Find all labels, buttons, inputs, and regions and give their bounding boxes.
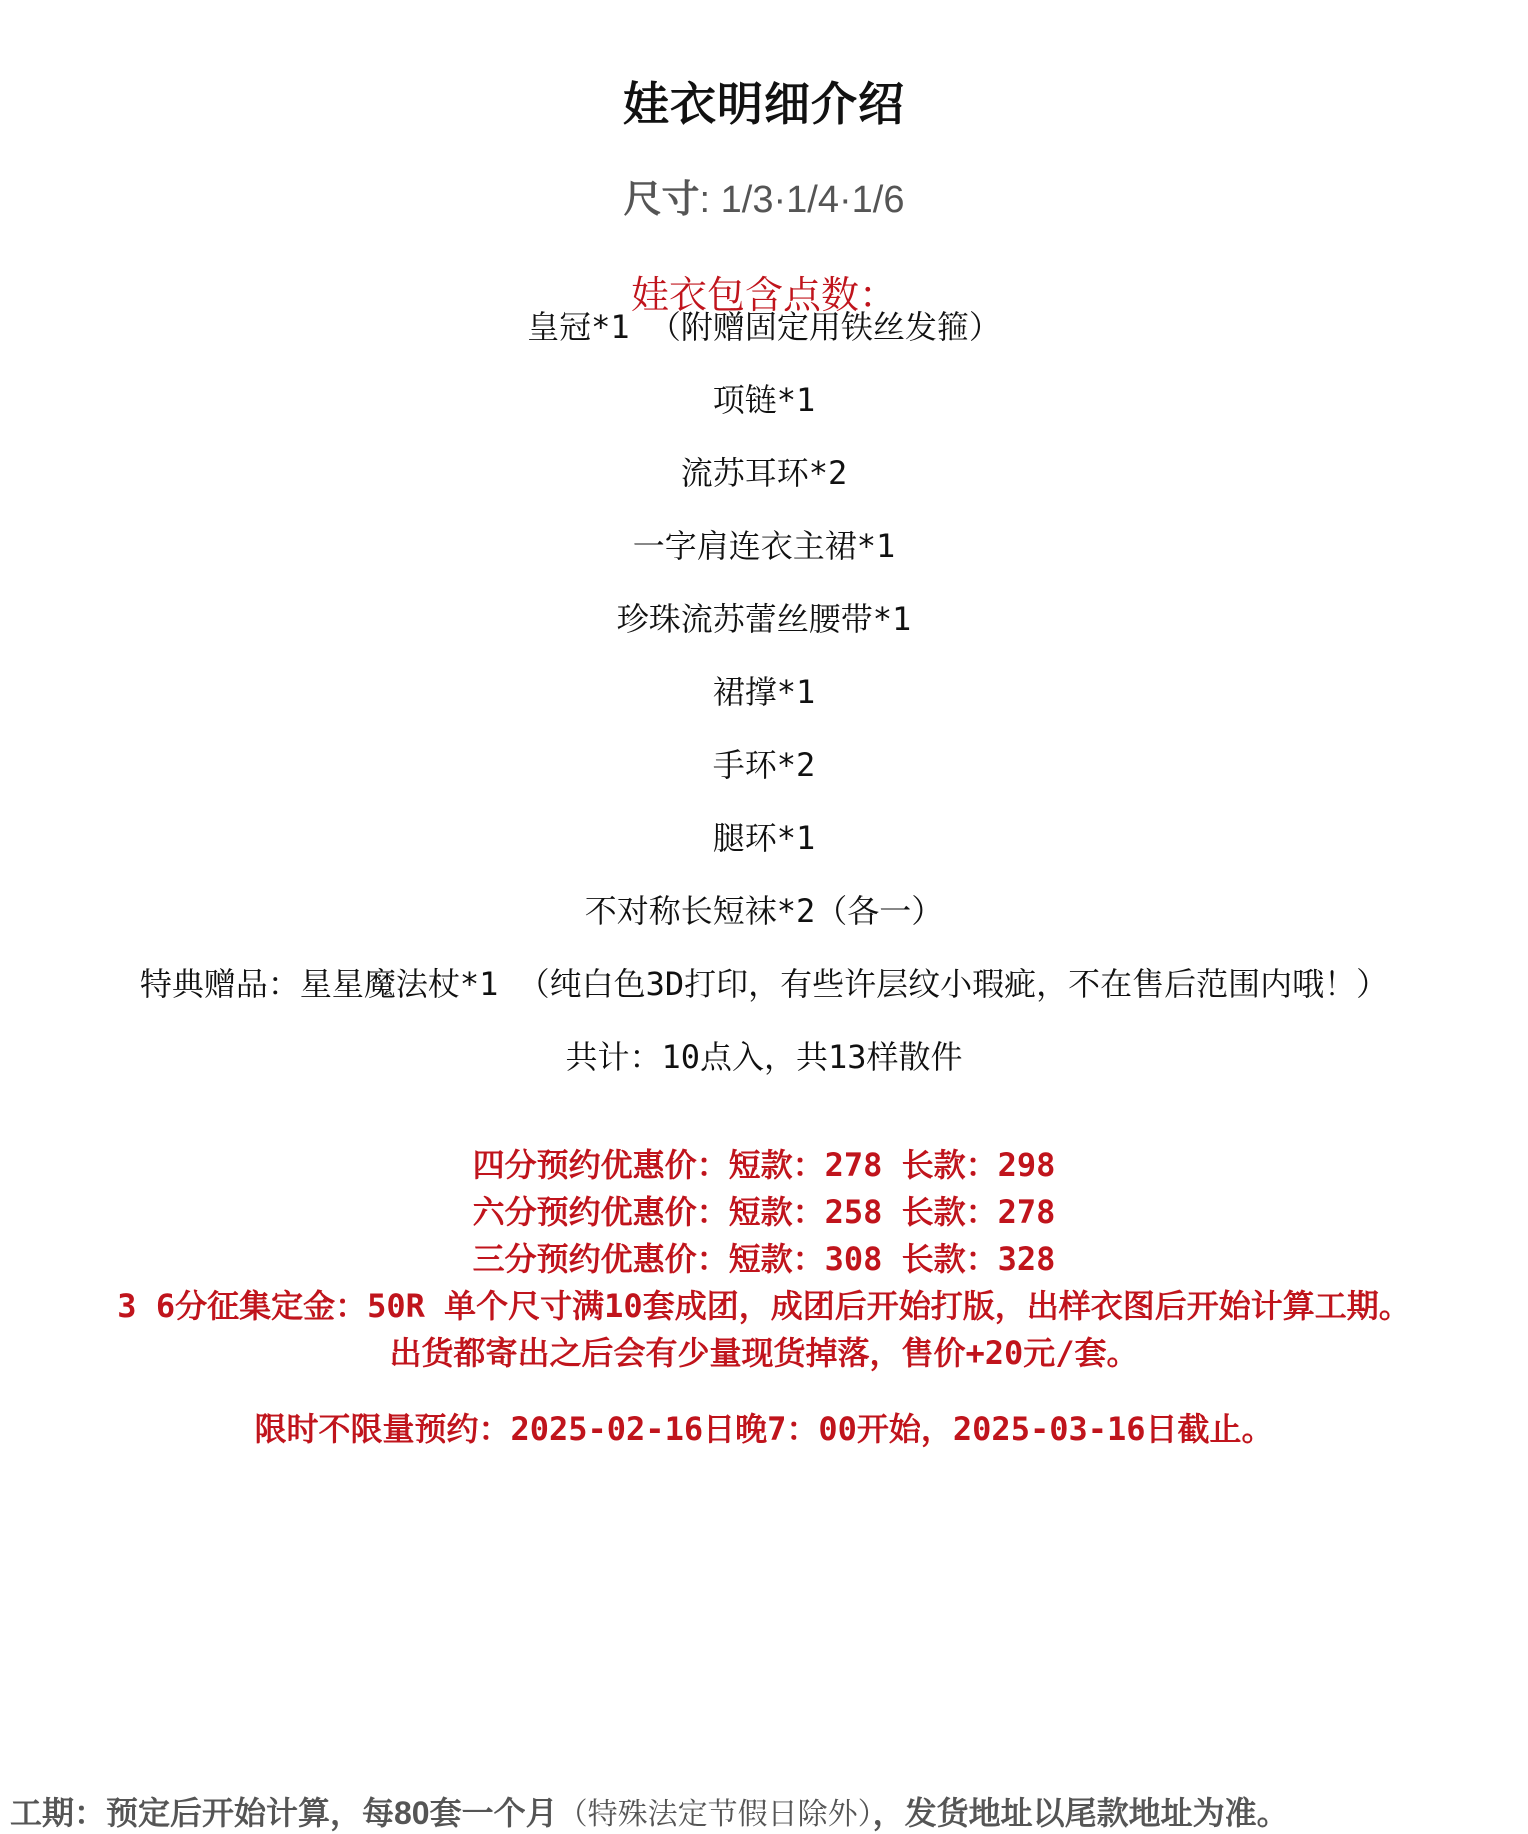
size-info (0, 168, 1528, 223)
item-petticoat: 裙撑*1 (712, 673, 816, 711)
stock-info: 出货都寄出之后会有少量现货掉落，售价+20元/套。 (389, 1334, 1139, 1372)
footer-shipping-note: ，发货地址以尾款地址为准。 (872, 1795, 1289, 1831)
reservation-period: 限时不限量预约：2025-02-16日晚7：00开始，2025-03-16日截止。 (254, 1410, 1274, 1448)
item-crown: 皇冠*1 （附赠固定用铁丝发箍） (527, 308, 1001, 346)
item-leg-ring: 腿环*1 (712, 819, 816, 857)
footer-lead-time: 工期：预定后开始计算，每80套一个月 (10, 1795, 558, 1831)
price-sixth: 六分预约优惠价：短款：258 长款：278 (472, 1193, 1056, 1231)
item-bracelets: 手环*2 (712, 746, 816, 784)
size-label: 尺寸 (623, 177, 700, 221)
deposit-info: 3 6分征集定金：50R 单个尺寸满10套成团，成团后开始打版，出样衣图后开始计算工期。 (117, 1287, 1411, 1325)
item-bonus-wand: 特典赠品：星星魔法杖*1 （纯白色3D打印，有些许层纹小瑕疵，不在售后范围内哦！） (139, 965, 1389, 1003)
footer-holiday-note: （特殊法定节假日除外） (557, 1797, 873, 1832)
item-earrings: 流苏耳环*2 (680, 454, 848, 492)
item-total: 共计：10点入，共13样散件 (565, 1038, 963, 1076)
footer-note (10, 1788, 1289, 1834)
size-value: : 1/3·1/4·1/6 (699, 179, 905, 221)
price-quarter: 四分预约优惠价：短款：278 长款：298 (472, 1146, 1056, 1184)
item-socks: 不对称长短袜*2（各一） (584, 892, 944, 930)
price-third: 三分预约优惠价：短款：308 长款：328 (472, 1240, 1056, 1278)
item-necklace: 项链*1 (712, 381, 816, 419)
item-dress: 一字肩连衣主裙*1 (632, 527, 896, 565)
page-title: 娃衣明细介绍 (623, 77, 905, 131)
item-belt: 珍珠流苏蕾丝腰带*1 (616, 600, 912, 638)
contents-heading: 娃衣包含点数： (630, 273, 897, 317)
